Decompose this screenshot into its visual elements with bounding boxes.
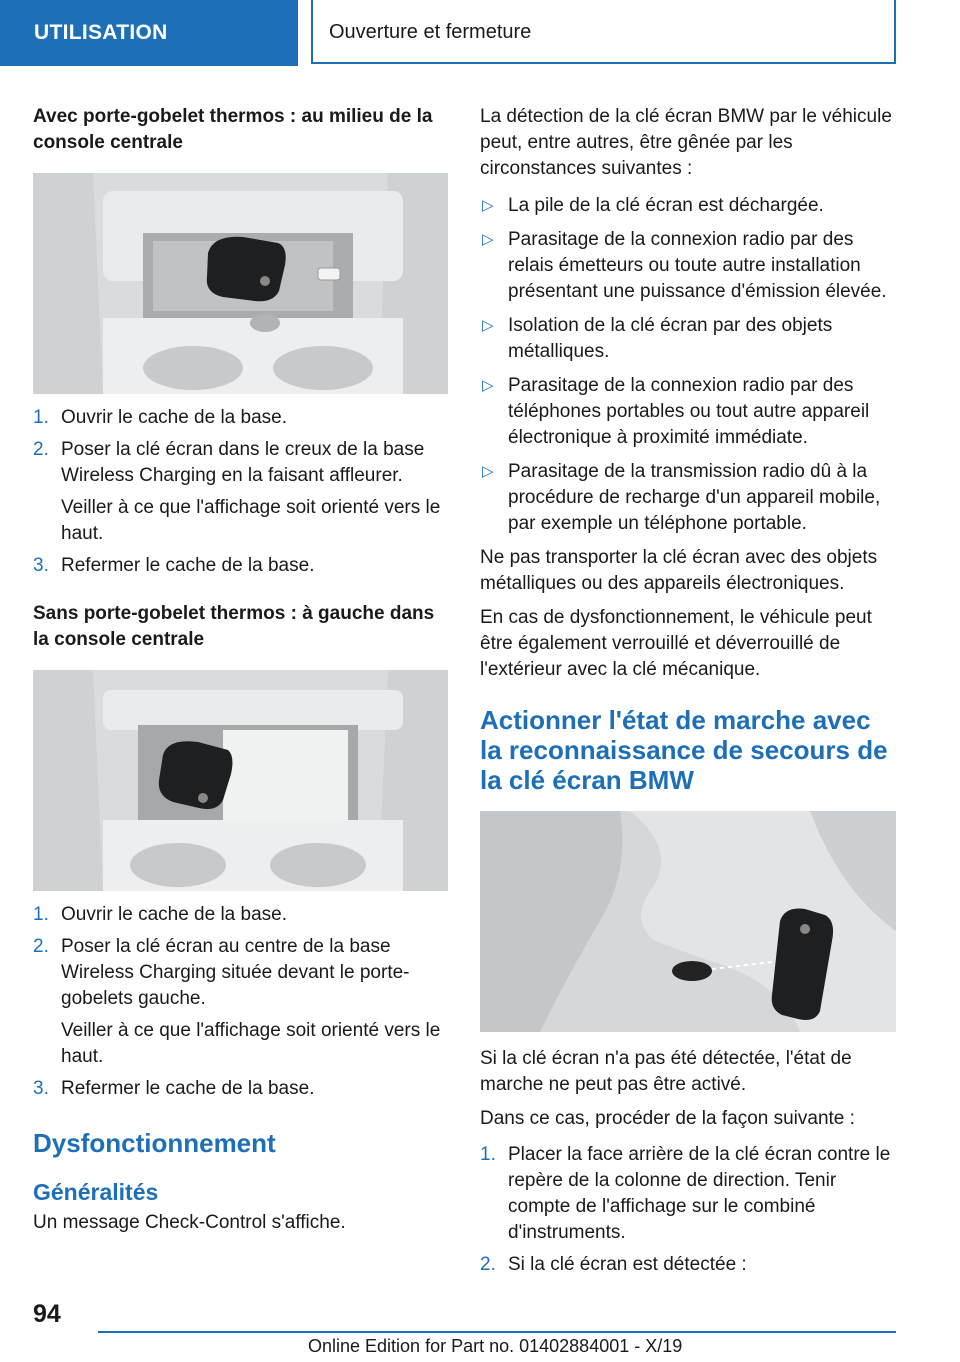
triangle-bullet-icon: ▷ [482,463,494,480]
list-item [33,495,448,547]
list-item [33,553,448,579]
paragraph-transport: Ne pas transporter la clé écran avec des objets métalliques ou des appareils électroniques. [480,547,878,594]
bullet-text: Parasitage de la transmission radio dû à la procédure de recharge d'un appareil mobile, par exemple un téléphone portable. [508,461,881,534]
paragraph-intro: La détection de la clé écran BMW par le véhicule peut, entre autres, être gênée par les circonstances suivantes : [480,106,892,179]
list-item [480,313,896,365]
step-number: 2. [33,936,49,957]
console-center-illustration [33,173,448,394]
heading-generalites: Généralités [33,1179,159,1205]
list-item [480,459,896,537]
list-item [480,373,896,451]
paragraph-not-detected: Si la clé écran n'a pas été détectée, l'état de marche ne peut pas être activé. [480,1048,852,1095]
step-text: Refermer le cache de la base. [61,555,315,576]
list-item [33,934,448,1012]
bullet-text: Parasitage de la connexion radio par des relais émetteurs ou toute autre installation présentant une puissance d'émission élevée. [508,229,887,302]
list-item [33,405,448,431]
list-item [480,227,896,305]
console-left-illustration [33,670,448,891]
subheading-no-thermos: Sans porte-gobelet thermos : à gauche dans la console centrale [33,603,435,650]
step-text: Si la clé écran est détectée : [508,1254,747,1275]
bullet-text: La pile de la clé écran est déchargée. [508,195,824,216]
step-number: 2. [480,1254,496,1275]
step-text: Veiller à ce que l'affichage soit orienté vers le haut. [61,1020,441,1067]
causes-list [480,193,896,537]
triangle-bullet-icon: ▷ [482,231,494,248]
steps-list-1 [33,405,448,579]
edition-info: Online Edition for Part no. 01402884001 - X/19 [308,1336,683,1356]
paragraph-procedure: Dans ce cas, procéder de la façon suivante : [480,1108,855,1129]
figure-steering-column [480,811,896,1032]
step-text: Poser la clé écran au centre de la base Wireless Charging située devant le porte-gobelets gauche. [61,936,410,1009]
step-number: 1. [33,904,49,925]
step-text: Ouvrir le cache de la base. [61,407,288,428]
figure-console-center [33,173,448,394]
list-item [480,1142,896,1246]
step-number: 3. [33,1078,49,1099]
subheading-thermos: Avec porte-gobelet thermos : au milieu de la console centrale [33,106,433,153]
paragraph-check-control: Un message Check-Control s'affiche. [33,1212,346,1233]
list-item [33,1076,448,1102]
list-item [33,902,448,928]
right-column [480,104,896,1278]
list-item [480,193,896,219]
bullet-text: Isolation de la clé écran par des objets métalliques. [508,315,833,362]
section-tab: UTILISATION [0,0,298,66]
emergency-steps-list [480,1142,896,1278]
figure-console-left [33,670,448,891]
step-number: 1. [480,1144,496,1165]
step-text: Poser la clé écran dans le creux de la base Wireless Charging en la faisant affleurer. [61,439,425,486]
left-column [33,104,448,1236]
step-text: Veiller à ce que l'affichage soit orienté vers le haut. [61,497,441,544]
step-text: Placer la face arrière de la clé écran contre le repère de la colonne de direction. Tenir compte de l'affichage sur le combiné d'instruments. [508,1144,891,1243]
bullet-text: Parasitage de la connexion radio par des téléphones portables ou tout autre appareil électronique à proximité immédiate. [508,375,870,448]
step-number: 2. [33,439,49,460]
triangle-bullet-icon: ▷ [482,377,494,394]
chapter-title: Ouverture et fermeture [311,0,896,64]
paragraph-mechanical-key: En cas de dysfonctionnement, le véhicule peut être également verrouillé et déverrouillé de l'extérieur avec la clé mécanique. [480,607,872,680]
step-number: 3. [33,555,49,576]
page-header [0,0,960,66]
steering-column-illustration [480,811,896,1032]
heading-dysfonctionnement: Dysfonctionnement [33,1128,276,1158]
page-number: 94 [33,1300,61,1328]
steps-list-2 [33,902,448,1102]
heading-emergency-detection: Actionner l'état de marche avec la reconnaissance de secours de la clé écran BMW [480,705,888,795]
list-item [33,1018,448,1070]
step-text: Ouvrir le cache de la base. [61,904,288,925]
list-item [33,437,448,489]
step-number: 1. [33,407,49,428]
step-text: Refermer le cache de la base. [61,1078,315,1099]
footer-divider [98,1331,896,1333]
triangle-bullet-icon: ▷ [482,317,494,334]
list-item [480,1252,896,1278]
triangle-bullet-icon: ▷ [482,197,494,214]
